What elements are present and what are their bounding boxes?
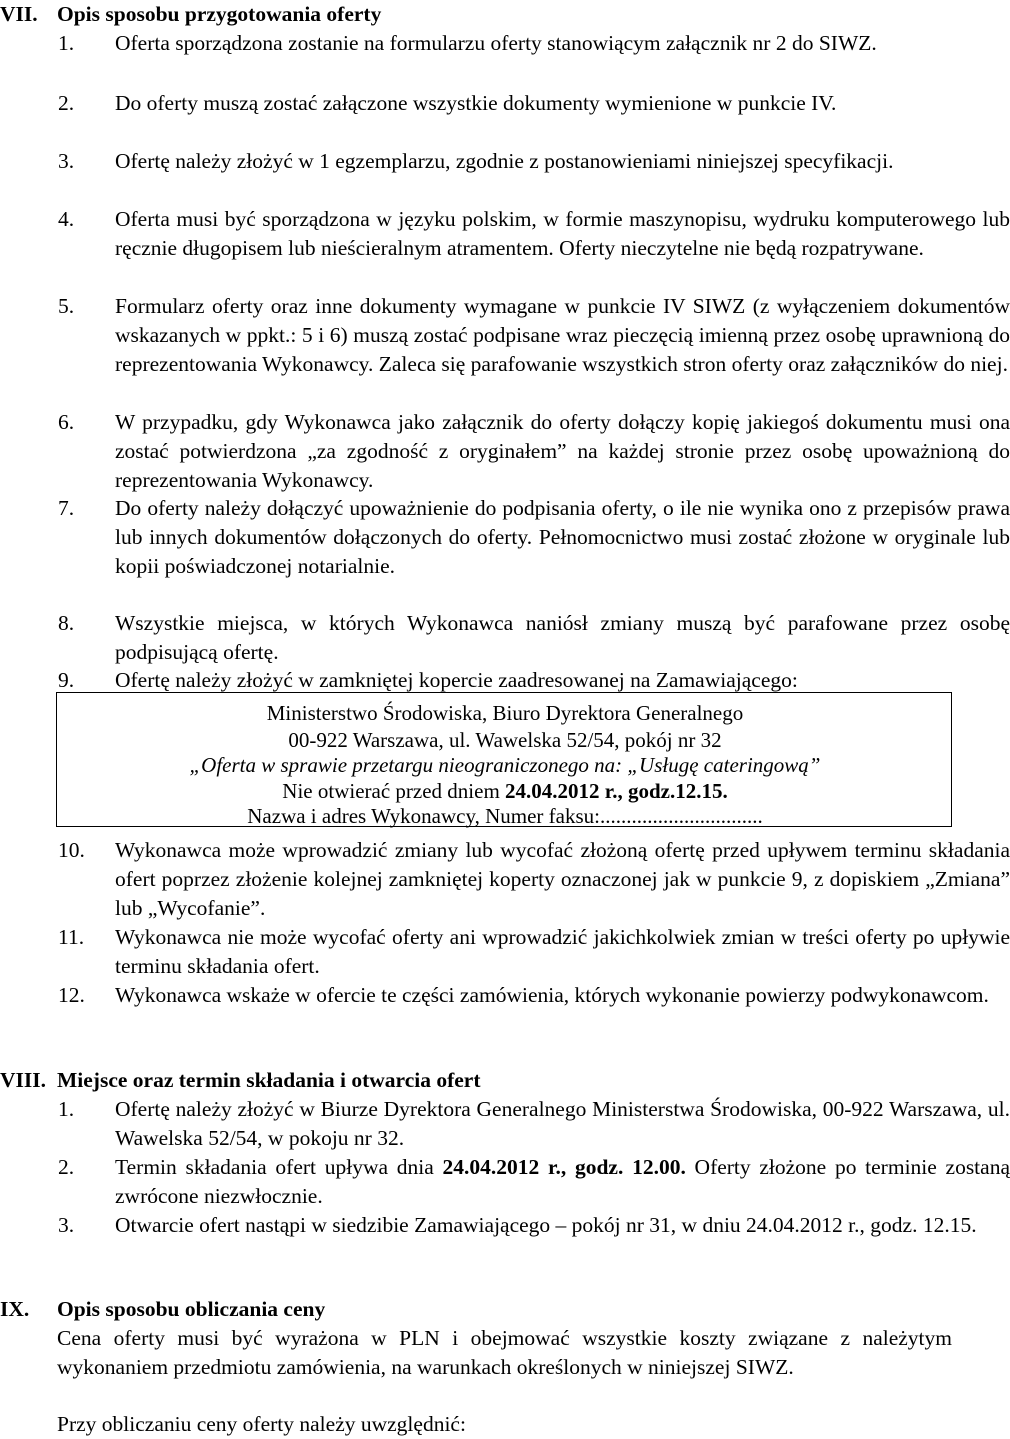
item-text: Do oferty muszą zostać załączone wszystkie dokumenty wymienione w punkcie IV. [115, 91, 837, 115]
envelope-address-box [56, 692, 952, 827]
item-number: 12. [58, 983, 85, 1007]
item-text: Ofertę należy złożyć w 1 egzemplarzu, zgodnie z postanowieniami niniejszej specyfikacji. [115, 149, 894, 173]
item-text-prefix: Termin składania ofert upływa dnia [115, 1155, 443, 1179]
item-text: Otwarcie ofert nastąpi w siedzibie Zamawiającego – pokój nr 31, w dniu 24.04.2012 r., godz. 12.15. [115, 1213, 977, 1237]
item-text: Wykonawca może wprowadzić zmiany lub wycofać złożoną ofertę przed upływem terminu składania ofert poprzez złożenie kolejnej zamkniętej koperty oznaczonej jak w punkcie 9, z dopiskiem „Zmiana” lub „Wycofanie”. [115, 838, 1010, 920]
item-number: 5. [58, 294, 75, 318]
item-number: 11. [58, 925, 85, 949]
section-title: Opis sposobu przygotowania oferty [57, 2, 382, 26]
item-number: 6. [58, 410, 75, 434]
paragraph: Cena oferty musi być wyrażona w PLN i obejmować wszystkie koszty związane z należytym wykonaniem przedmiotu zamówienia, na warunkach określonych w niniejszej SIWZ. [57, 1326, 952, 1379]
section-heading-vii [0, 0, 382, 29]
section-number: VII. [0, 2, 38, 26]
item-number: 3. [58, 1213, 75, 1237]
item-number: 7. [58, 496, 75, 520]
section-heading-ix [0, 1295, 326, 1324]
envelope-do-not-open-prefix: Nie otwierać przed dniem [282, 779, 506, 803]
item-text: Wszystkie miejsca, w których Wykonawca naniósł zmiany muszą być parafowane przez osobę podpisującą ofertę. [115, 611, 1010, 664]
item-number: 2. [58, 91, 75, 115]
item-text-suffix: Oferty złożone po terminie zostaną zwrócone niezwłocznie. [115, 1155, 1010, 1208]
item-text: Ofertę należy złożyć w zamkniętej kopercie zaadresowanej na Zamawiającego: [115, 668, 798, 692]
item-number: 4. [58, 207, 75, 231]
item-number: 8. [58, 611, 75, 635]
item-number: 1. [58, 1097, 75, 1121]
item-text: Do oferty należy dołączyć upoważnienie do podpisania oferty, o ile nie wynika ono z przepisów prawa lub innych dokumentów dołączonych do oferty. Pełnomocnictwo musi zostać złożone w oryginale lub kopii poświadczonej notarialnie. [115, 496, 1010, 578]
section-number: IX. [0, 1297, 30, 1321]
envelope-line: 00-922 Warszawa, ul. Wawelska 52/54, pokój nr 32 [288, 728, 722, 752]
section-title: Miejsce oraz termin składania i otwarcia ofert [57, 1068, 481, 1092]
item-text: Oferta sporządzona zostanie na formularzu oferty stanowiącym załącznik nr 2 do SIWZ. [115, 31, 877, 55]
paragraph: Przy obliczaniu ceny oferty należy uwzględnić: [57, 1412, 466, 1436]
section-heading-viii [0, 1066, 481, 1095]
item-number: 2. [58, 1155, 75, 1179]
item-number: 3. [58, 149, 75, 173]
envelope-line: Ministerstwo Środowiska, Biuro Dyrektora Generalnego [266, 701, 744, 725]
item-text: Oferta musi być sporządzona w języku polskim, w formie maszynopisu, wydruku komputerowego lub ręcznie długopisem lub nieścieralnym atramentem. Oferty nieczytelne nie będą rozpatrywane. [115, 207, 1010, 260]
submission-deadline: 24.04.2012 r., godz. 12.00. [442, 1155, 686, 1179]
envelope-offer-title [57, 751, 953, 780]
item-number: 10. [58, 838, 85, 862]
envelope-offer-title-text: „Oferta w sprawie przetargu nieograniczonego na: „Usługę cateringową” [189, 753, 821, 777]
item-text [115, 1153, 1010, 1211]
item-text: Formularz oferty oraz inne dokumenty wymagane w punkcie IV SIWZ (z wyłączeniem dokumentów wskazanych w ppkt.: 5 i 6) muszą zostać podpisane wraz pieczęcią imienną przez osobę uprawnioną do reprezentowania Wykonawcy. Zaleca się parafowanie wszystkich stron oferty oraz załączników do niej. [115, 294, 1010, 376]
item-text: Ofertę należy złożyć w Biurze Dyrektora Generalnego Ministerstwa Środowiska, 00-922 Warszawa, ul. Wawelska 52/54, w pokoju nr 32. [115, 1097, 1010, 1150]
section-title: Opis sposobu obliczania ceny [57, 1297, 326, 1321]
item-text: Wykonawca nie może wycofać oferty ani wprowadzić jakichkolwiek zmian w treści oferty po upływie terminu składania ofert. [115, 925, 1010, 978]
item-text: Wykonawca wskaże w ofercie te części zamówienia, których wykonanie powierzy podwykonawcom. [115, 983, 989, 1007]
item-number: 1. [58, 31, 75, 55]
section-number: VIII. [0, 1068, 47, 1092]
item-number: 9. [58, 668, 75, 692]
envelope-open-date: 24.04.2012 r., godz.12.15. [505, 779, 728, 803]
envelope-line: Nazwa i adres Wykonawcy, Numer faksu:............................... [247, 804, 763, 828]
item-text: W przypadku, gdy Wykonawca jako załącznik do oferty dołączy kopię jakiegoś dokumentu musi ona zostać potwierdzona „za zgodność z oryginałem” na każdej stronie przez osobę upoważnioną do reprezentowania Wykonawcy. [115, 410, 1010, 492]
